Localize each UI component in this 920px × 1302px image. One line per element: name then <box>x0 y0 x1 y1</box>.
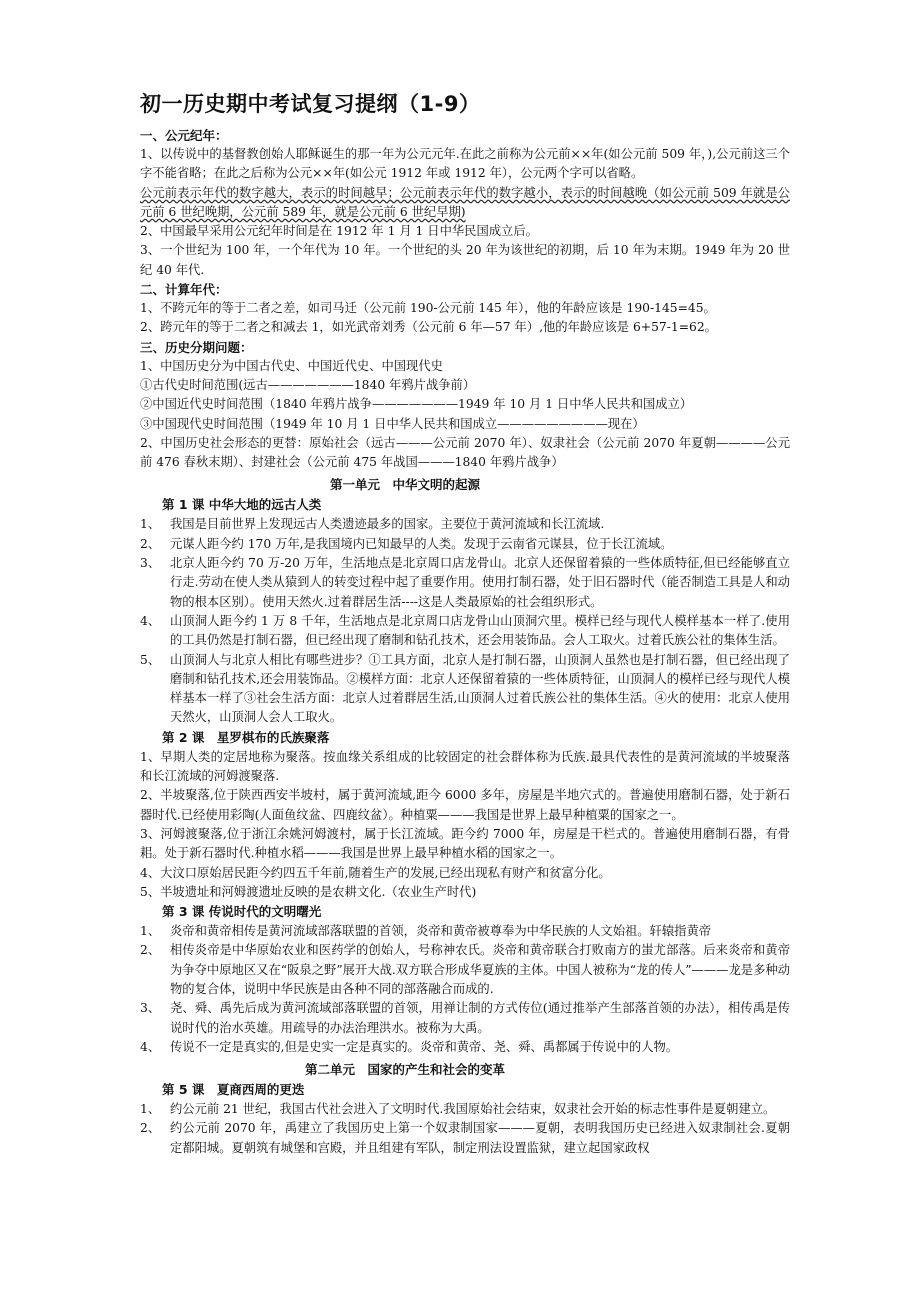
list-number: 1、 <box>140 924 161 939</box>
list-text: 相传炎帝是中华原始农业和医药学的创始人，号称神农氏。炎帝和黄帝联合打败南方的蚩尤部落。后来炎帝和黄帝为争夺中原地区又在“阪泉之野”展开大战.双方联合形成华夏族的主体。中国人被称为“龙的传人”———龙是多种动物的复合体，说明中华民族是由各种不同的部落融合而成的. <box>170 943 790 996</box>
list-item <box>140 535 790 554</box>
paragraph: ②中国近代史时间范围（1840 年鸦片战争———————1949 年 10 月 1 日中华人民共和国成立） <box>140 397 693 412</box>
list-number: 4、 <box>140 1039 161 1054</box>
list-item <box>140 515 790 534</box>
list-text: 元谋人距今约 170 万年,是我国境内已知最早的人类。发现于云南省元谋县，位于长江流域。 <box>170 536 673 551</box>
list-item <box>140 1038 790 1057</box>
list-item <box>140 1119 790 1158</box>
list-text: 约公元前 2070 年，禹建立了我国历史上第一个奴隶制国家———夏朝，表明我国历史已经进入奴隶制社会.夏朝定都阳城。夏朝筑有城堡和宫殿，并且组建有军队，制定刑法设置监狱，建立起国家政权 <box>170 1121 790 1155</box>
paragraph: 2、中国最早采用公元纪年时间是在 1912 年 1 月 1 日中华民国成立后。 <box>140 224 538 239</box>
paragraph: 1、不跨元年的等于二者之差，如司马迁（公元前 190-公元前 145 年），他的年龄应该是 190-145=45。 <box>140 301 716 316</box>
list-text: 传说不一定是真实的,但是史实一定是真实的。炎帝和黄帝、尧、舜、禹都属于传说中的人物。 <box>170 1039 679 1054</box>
unit-2-heading: 第二单元 国家的产生和社会的变革 <box>304 1062 505 1078</box>
list-item <box>140 612 790 651</box>
list-number: 2、 <box>140 943 161 958</box>
lesson-1-heading: 第 1 课 中华大地的远古人类 <box>162 497 322 513</box>
list-number: 1、 <box>140 1102 161 1117</box>
lesson-3-heading: 第 3 课 传说时代的文明曙光 <box>162 904 322 920</box>
list-number: 5、 <box>140 652 161 667</box>
paragraph: 5、半坡遗址和河姆渡遗址反映的是农耕文化.（农业生产时代) <box>140 884 477 899</box>
paragraph: 2、半坡聚落,位于陕西西安半坡村，属于黄河流域,距今 6000 多年，房屋是半地穴式的。普遍使用磨制石器，处于新石器时代.已经使用彩陶(人面鱼纹盆、四鹿纹盆）。种植粟———我国是世界上最早种植粟的国家之一。 <box>140 788 790 822</box>
list-item <box>140 1100 790 1119</box>
section-heading-calc: 二、计算年代： <box>140 282 228 298</box>
list-number: 1、 <box>140 517 161 532</box>
paragraph: ①古代史时间范围(远古———————1840 年鸦片战争前） <box>140 377 476 392</box>
list-number: 3、 <box>140 556 161 571</box>
paragraph: 1、中国历史分为中国古代史、中国近代史、中国现代史 <box>140 358 443 373</box>
list-text: 北京人距今约 70 万-20 万年，生活地点是北京周口店龙骨山。北京人还保留着猿的一些体质特征,但已经能够直立行走.劳动在使人类从猿到人的转变过程中起了重要作用。使用打制石器，处于旧石器时代（能否制造工具是人和动物的根本区别）。使用天然火.过着群居生活----这是人类最原始的社会组织形式。 <box>170 556 790 609</box>
list-number: 2、 <box>140 536 161 551</box>
paragraph: 2、跨元年的等于二者之和减去 1，如光武帝刘秀（公元前 6 年—57 年）,他的年龄应该是 6+57-1=62。 <box>140 320 717 335</box>
paragraph: 3、一个世纪为 100 年，一个年代为 10 年。一个世纪的头 20 年为该世纪的初期，后 10 年为末期。1949 年为 20 世纪 40 年代. <box>140 243 790 277</box>
paragraph: 4、大汶口原始居民距今约四五千年前,随着生产的发展,已经出现私有财产和贫富分化。 <box>140 865 611 880</box>
paragraph: 2、中国历史社会形态的更替：原始社会（远古———公元前 2070 年）、奴隶社会（公元前 2070 年夏朝————公元前 476 春秋末期）、封建社会（公元前 475 年战国———1840 年鸦片战争） <box>140 435 790 470</box>
list-text: 山顶洞人距今约 1 万 8 千年，生活地点是北京周口店龙骨山山顶洞穴里。模样已经与现代人模样基本一样了.使用的工具仍然是打制石器，但已经出现了磨制和钻孔技术，还会用装饰品。会人工取火。过着氏族公社的集体生活。 <box>170 613 790 648</box>
paragraph: 公元前表示年代的数字越大，表示的时间越早；公元前表示年代的数字越小，表示的时间越晚（如公元前 509 年就是公元前 6 世纪晚期，公元前 589 年，就是公元前 6 世纪早期) <box>140 185 790 219</box>
paragraph: ③中国现代史时间范围（1949 年 10 月 1 日中华人民共和国成立—————————现在） <box>140 416 645 431</box>
list-text: 山顶洞人与北京人相比有哪些进步？①工具方面，北京人是打制石器，山顶洞人虽然也是打制石器，但已经出现了磨制和钻孔技术,还会用装饰品。②模样方面：北京人还保留着猿的一些体质特征，山顶洞人的模样已经与现代人模样基本一样了③社会生活方面：北京人过着群居生活,山顶洞人过着氏族公社的集体生活。④火的使用：北京人使用天然火，山顶洞人会人工取火。 <box>170 652 790 725</box>
list-item <box>140 554 790 612</box>
list-number: 2、 <box>140 1121 161 1136</box>
paragraph: 3、河姆渡聚落,位于浙江余姚河姆渡村，属于长江流域。距今约 7000 年，房屋是干栏式的。普遍使用磨制石器，有骨耜。处于新石器时代.种植水稻———我国是世界上最早种植水稻的国家之一。 <box>140 826 790 861</box>
list-number: 4、 <box>140 613 161 628</box>
list-item <box>140 651 790 728</box>
list-item <box>140 999 790 1038</box>
list-item <box>140 922 790 941</box>
lesson-5-heading: 第 5 课 夏商西周的更迭 <box>162 1082 305 1098</box>
document-title: 初一历史期中考试复习提纲（1-9） <box>140 92 481 116</box>
list-text: 炎帝和黄帝相传是黄河流域部落联盟的首领，炎帝和黄帝被尊奉为中华民族的人文始祖。轩辕指黄帝 <box>170 924 712 939</box>
list-text: 尧、舜、禹先后成为黄河流域部落联盟的首领，用禅让制的方式传位(通过推举产生部落首领的办法），相传禹是传说时代的治水英雄。用疏导的办法治理洪水。被称为大禹。 <box>170 1001 790 1035</box>
paragraph: 1、早期人类的定居地称为聚落。按血缘关系组成的比较固定的社会群体称为氏族.最具代表性的是黄河流域的半坡聚落和长江流域的河姆渡聚落. <box>140 749 790 784</box>
section-heading-periods: 三、历史分期问题： <box>140 339 253 355</box>
list-text: 约公元前 21 世纪，我国古代社会进入了文明时代.我国原始社会结束，奴隶社会开始的标志性事件是夏朝建立。 <box>170 1102 776 1117</box>
unit-1-heading: 第一单元 中华文明的起源 <box>329 477 480 493</box>
section-heading-calendar: 一、公元纪年： <box>140 128 228 143</box>
paragraph: 1、以传说中的基督教创始人耶稣诞生的那一年为公元元年.在此之前称为公元前××年(如公元前 509 年，),公元前这三个字不能省略；在此之后称为公元××年(如公元 1912 年或 1912 年），公元两个字可以省略。 <box>140 147 790 181</box>
list-text: 我国是目前世界上发现远古人类遗迹最多的国家。主要位于黄河流域和长江流域. <box>170 517 605 532</box>
lesson-2-heading: 第 2 课 星罗棋布的氏族聚落 <box>162 729 330 745</box>
list-item <box>140 941 790 999</box>
list-number: 3、 <box>140 1001 161 1016</box>
